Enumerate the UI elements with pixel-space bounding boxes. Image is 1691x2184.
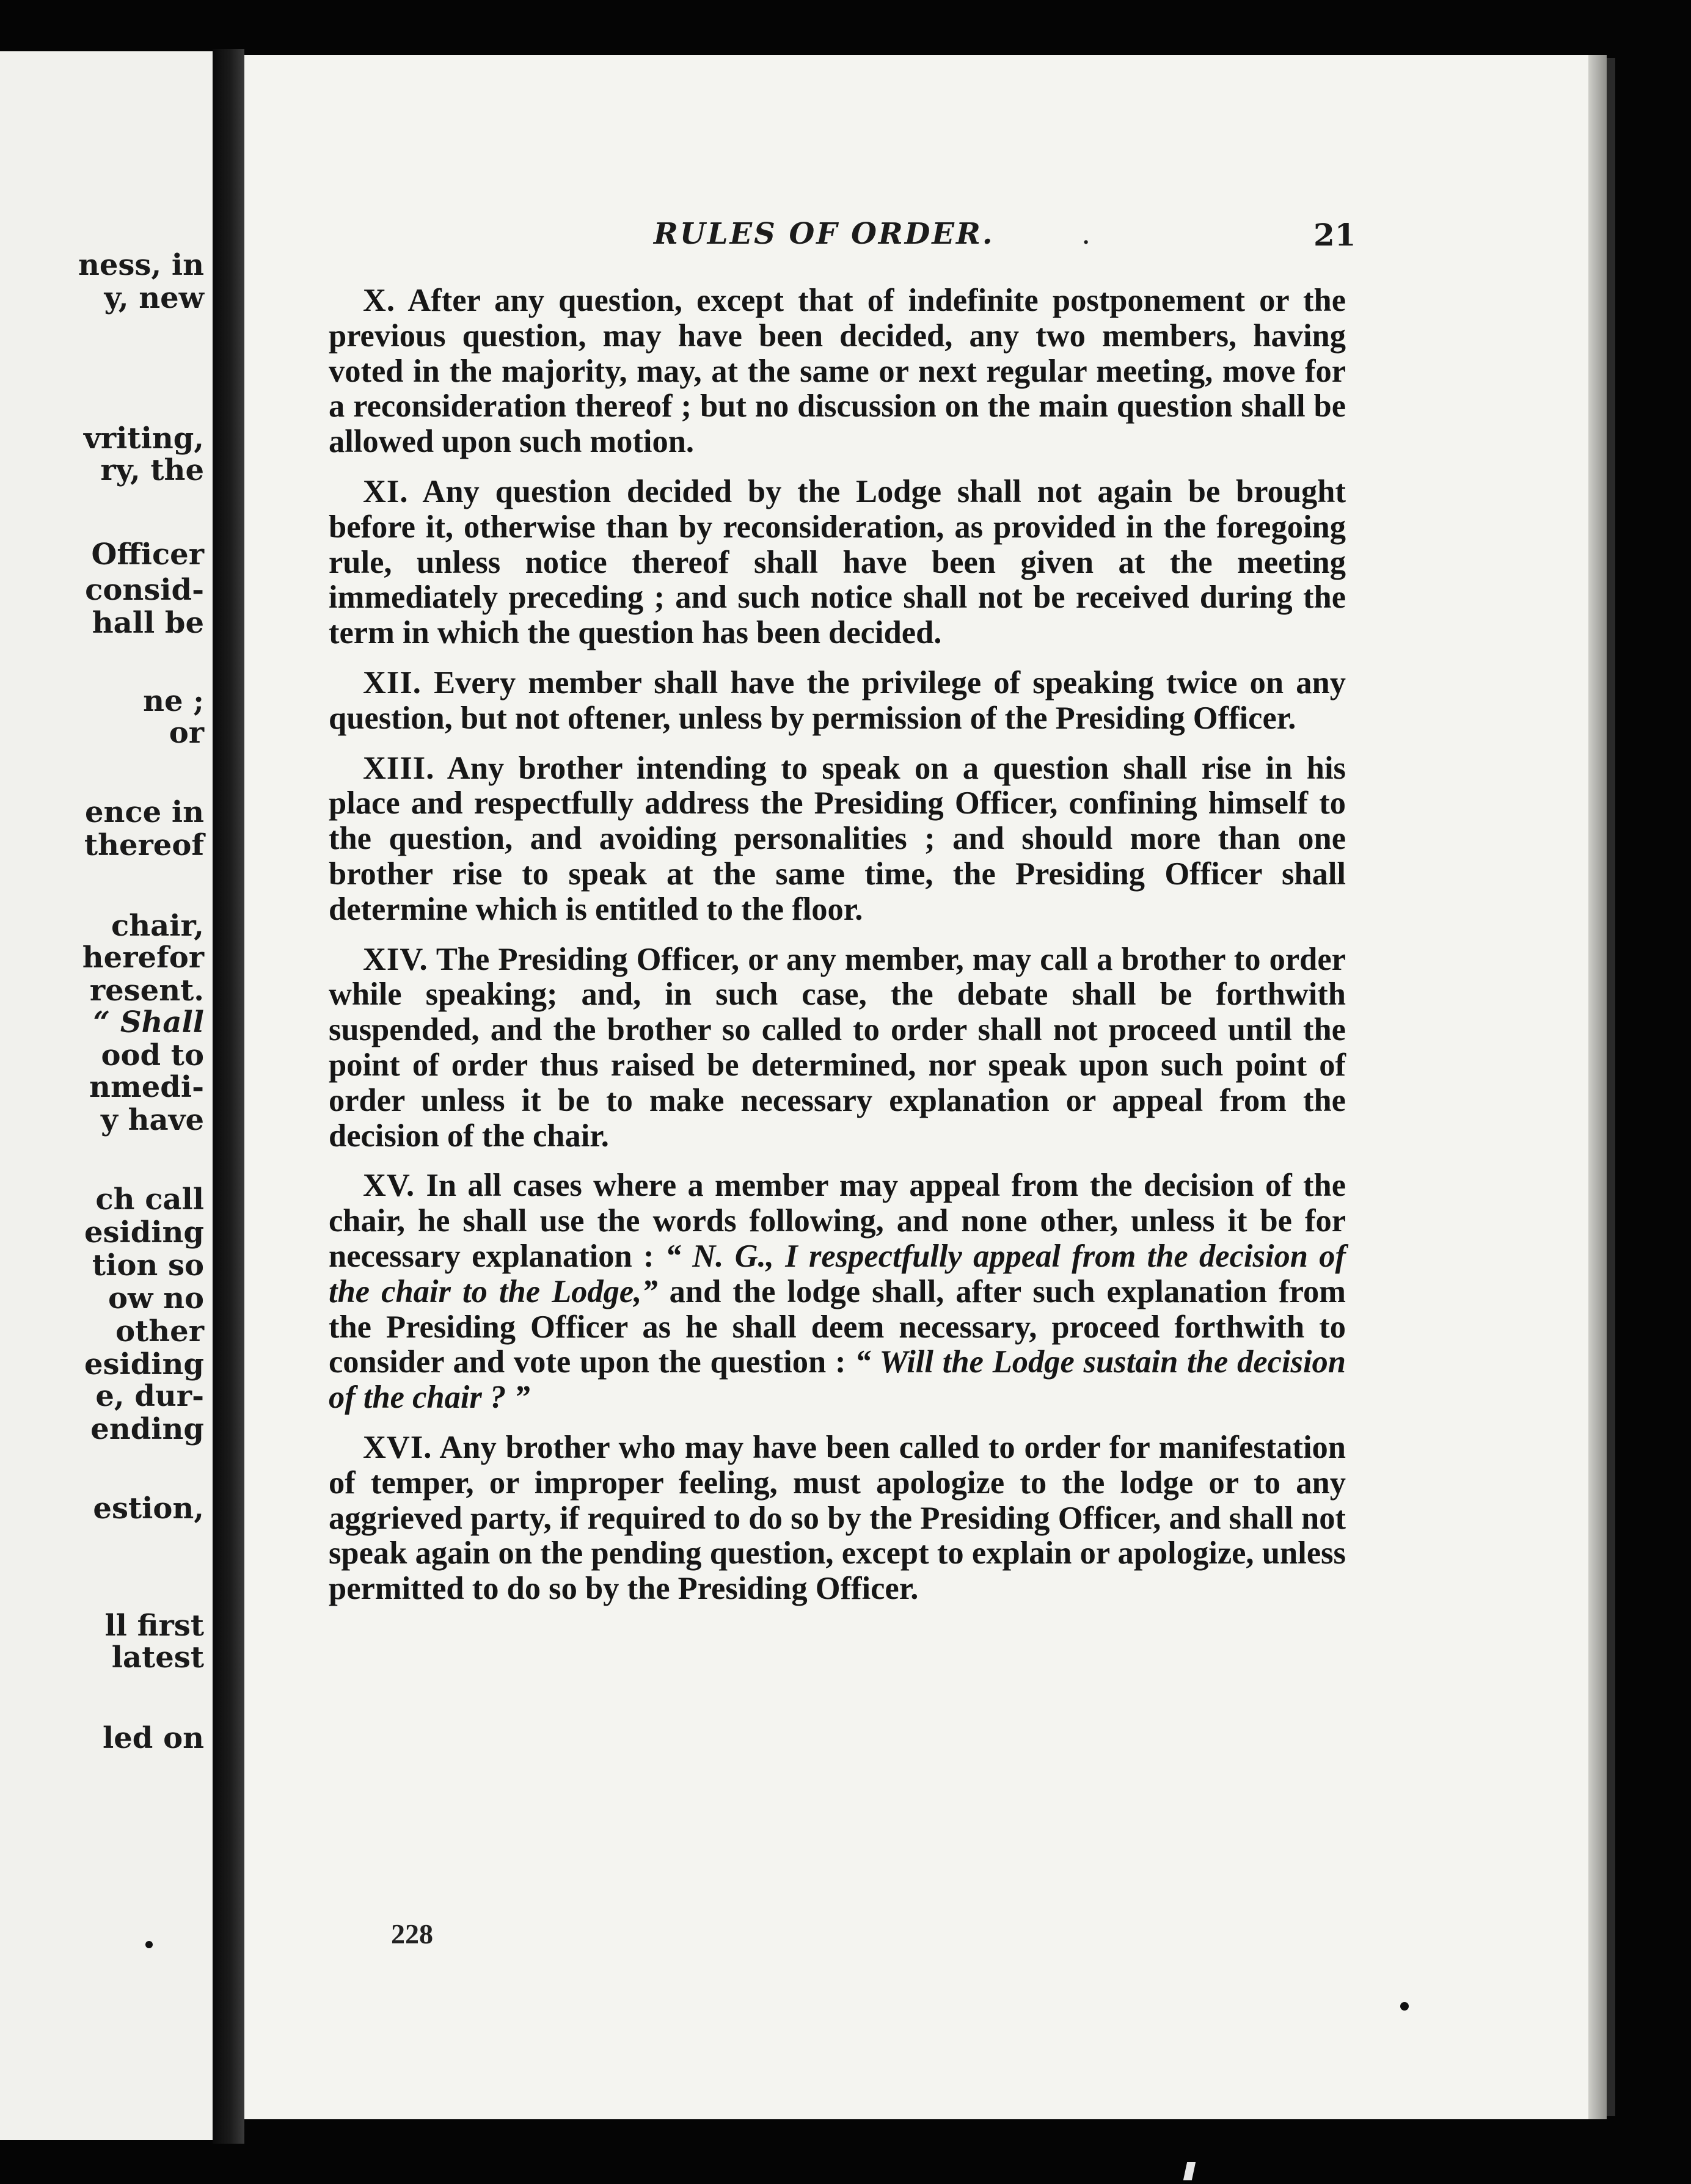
rule-numeral: XVI. (363, 1429, 433, 1465)
rule-numeral: XIII. (363, 750, 435, 786)
left-page-fragment: consid- (85, 573, 204, 607)
left-page-fragment: hall be (92, 606, 204, 640)
rule-xii (329, 666, 1346, 737)
left-page-fragment: ch call (95, 1182, 204, 1217)
rule-numeral: XIV. (363, 941, 428, 977)
rule-text: After any question, except that of indefinite postponement or the previous question, may have been decided, any two members, having voted in the majority, may, at the same or next regular meeting, move for a reconsideration thereof ; but no discussion on the main question shall be allowed upon such motion. (329, 283, 1346, 460)
rule-text: Any brother who may have been called to order for manifestation of temper, or improper feeling, must apologize to the lodge or to any aggrieved party, if required to do so by the Presiding Officer, and shall not speak again on the pending question, except to explain or apologize, unless permitted to do so by the Presiding Officer. (329, 1429, 1346, 1607)
left-page-fragment: ow no (108, 1281, 204, 1316)
left-page-fragment: tion so (92, 1248, 204, 1283)
left-page-fragment: Officer (91, 537, 204, 572)
rule-text: Any question decided by the Lodge shall not again be brought before it, otherwise than by reconsideration, as provided in the foregoing rule, unless notice thereof shall have been given at the meeting immediately preceding ; and such notice shall not be received during the term in which the question has been decided. (329, 473, 1346, 651)
left-page-fragment: resent. (89, 974, 204, 1008)
left-page-fragment: y have (100, 1103, 204, 1137)
rule-xvi (329, 1430, 1346, 1607)
left-page-fragment: estion, (93, 1491, 204, 1526)
left-page-fragment: ness, in (78, 248, 204, 282)
page-number: 21 (1313, 217, 1356, 253)
page-edge-shadow (1607, 58, 1615, 2116)
left-page-fragment: or (169, 716, 204, 750)
left-page-fragment: y, new (104, 281, 204, 315)
ink-speck (145, 1941, 153, 1948)
rule-text: Every member shall have the privilege of speaking twice on any question, but not oftener, unless by permission of the Presiding Officer. (329, 664, 1346, 736)
left-page-fragment: other (115, 1314, 204, 1349)
page-edge (1588, 55, 1607, 2119)
left-page-fragment: thereof (84, 828, 204, 862)
left-page-fragment: ne ; (143, 684, 204, 718)
scan-mark (1183, 2162, 1196, 2180)
appeal-quote: “ N. G., I respectfully appeal from the decision of the chair to the Lodge,” (329, 1238, 1346, 1309)
left-page (0, 51, 213, 2140)
rule-xi (329, 475, 1346, 651)
left-page-fragment: chair, (111, 909, 204, 943)
left-page-fragment: e, dur- (95, 1379, 204, 1413)
left-page-fragment: ending (90, 1412, 204, 1446)
left-page-fragment: esiding (84, 1347, 204, 1381)
rule-numeral: XI. (363, 473, 409, 509)
rule-text: The Presiding Officer, or any member, may call a brother to order while speaking; and, in such case, the debate shall be forthwith suspended, and the brother so called to order shall not proceed until the point of order thus raised be determined, nor speak upon such point of order unless it be to make necessary explanation or appeal from the decision of the chair. (329, 941, 1346, 1154)
ink-speck (1400, 2002, 1409, 2011)
left-page-fragment: ry, the (100, 453, 204, 487)
rule-numeral: X. (363, 283, 396, 318)
rule-text: Any brother intending to speak on a question shall rise in his place and respectfully address the Presiding Officer, confining himself to the question, and avoiding personalities ; and should more than one brother rise to speak at the same time, the Presiding Officer shall determine which is entitled to the floor. (329, 750, 1346, 927)
rule-numeral: XII. (363, 664, 422, 701)
left-page-fragment: herefor (82, 941, 204, 975)
left-page-fragment: esiding (84, 1215, 204, 1250)
signature-mark: 228 (391, 1918, 433, 1949)
left-page-fragment: ood to (101, 1038, 204, 1072)
rule-xiv (329, 942, 1346, 1154)
page-header (244, 217, 1356, 266)
left-page-fragment: “ Shall (93, 1005, 204, 1039)
left-page-fragment: ence in (84, 795, 204, 829)
rule-text: In all cases where a member may appeal from the decision of the chair, he shall use the words following, and none other, unless it be for necessary explanation : (329, 1168, 1346, 1274)
left-page-fragment: latest (111, 1640, 204, 1675)
book-gutter (213, 49, 244, 2144)
header-separator: . (1081, 217, 1091, 251)
left-page-fragment: ll first (104, 1609, 204, 1643)
rule-x (329, 283, 1346, 460)
left-page-fragment: led on (103, 1721, 204, 1755)
running-title: RULES OF ORDER. (654, 217, 995, 251)
sustain-quote: “ Will the Lodge sustain the decision of the chair ? ” (329, 1344, 1346, 1416)
left-page-fragment: vriting, (84, 421, 204, 456)
rule-numeral: XV. (363, 1168, 415, 1204)
rule-text: and the lodge shall, after such explanation from the Presiding Officer as he shall deem necessary, proceed forthwith to consider and vote upon the question : (329, 1273, 1346, 1380)
left-page-fragment: nmedi- (89, 1070, 204, 1104)
rules-body (329, 283, 1346, 1622)
rule-xv (329, 1168, 1346, 1416)
rule-xiii (329, 751, 1346, 928)
